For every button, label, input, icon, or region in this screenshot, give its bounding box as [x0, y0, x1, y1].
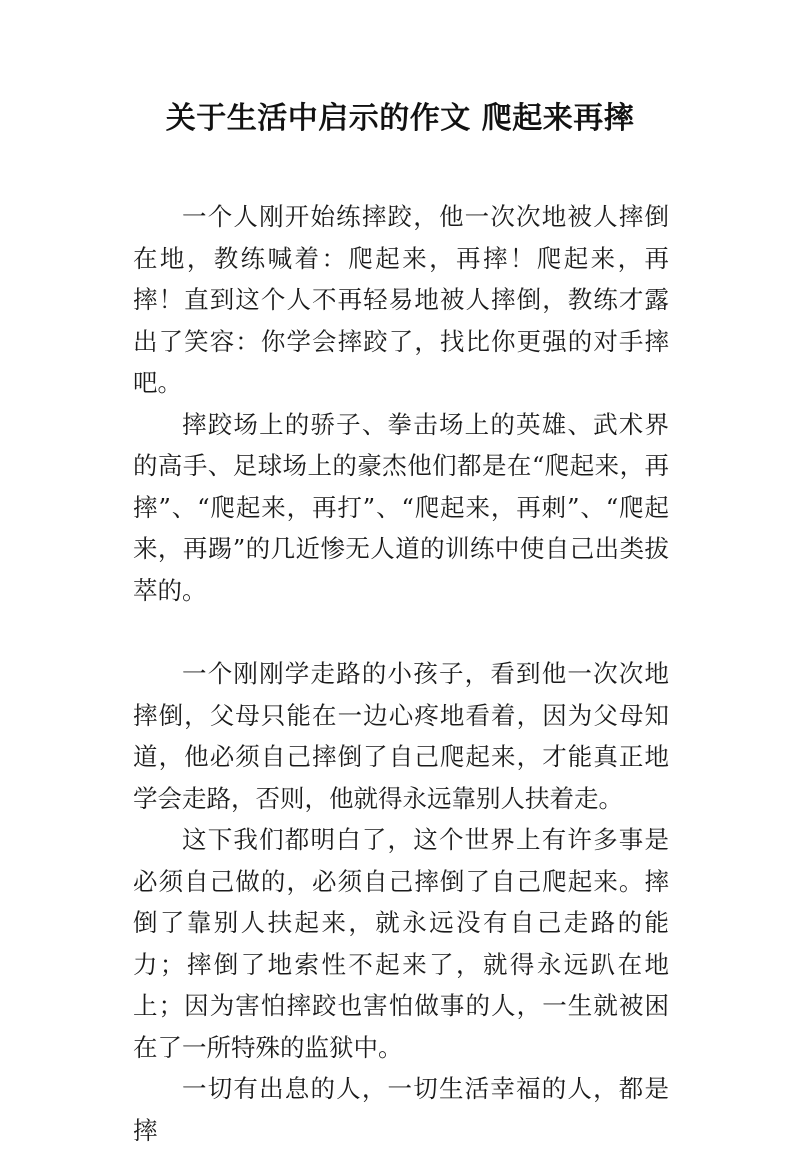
paragraph-2: 摔跤场上的骄子、拳击场上的英雄、武术界的高手、足球场上的豪杰他们都是在“爬起来，再摔”、“爬起来，再打”、“爬起来，再刺”、“爬起来，再踢”的几近惨无人道的训练中使自己出类拔萃的。 [133, 409, 669, 605]
paragraph-4: 这下我们都明白了，这个世界上有许多事是必须自己做的，必须自己摔倒了自己爬起来。摔倒了靠别人扶起来，就永远没有自己走路的能力；摔倒了地索性不起来了，就得永远趴在地上；因为害怕摔跤也害怕做事的人，一生就被困在了一所特殊的监狱中。 [133, 825, 669, 1062]
document-body [133, 196, 669, 1151]
document-title: 关于生活中启示的作文 爬起来再摔 [165, 101, 635, 136]
paragraph-5: 一切有出息的人，一切生活幸福的人，都是摔 [133, 1074, 669, 1145]
section-gap [133, 611, 669, 653]
paragraph-3: 一个刚刚学走路的小孩子，看到他一次次地摔倒，父母只能在一边心疼地看着，因为父母知道，他必须自己摔倒了自己爬起来，才能真正地学会走路，否则，他就得永远靠别人扶着走。 [133, 659, 669, 813]
paragraph-1: 一个人刚开始练摔跤，他一次次地被人摔倒在地，教练喊着：爬起来，再摔！爬起来，再摔！直到这个人不再轻易地被人摔倒，教练才露出了笑容：你学会摔跤了，找比你更强的对手摔吧。 [133, 202, 669, 397]
